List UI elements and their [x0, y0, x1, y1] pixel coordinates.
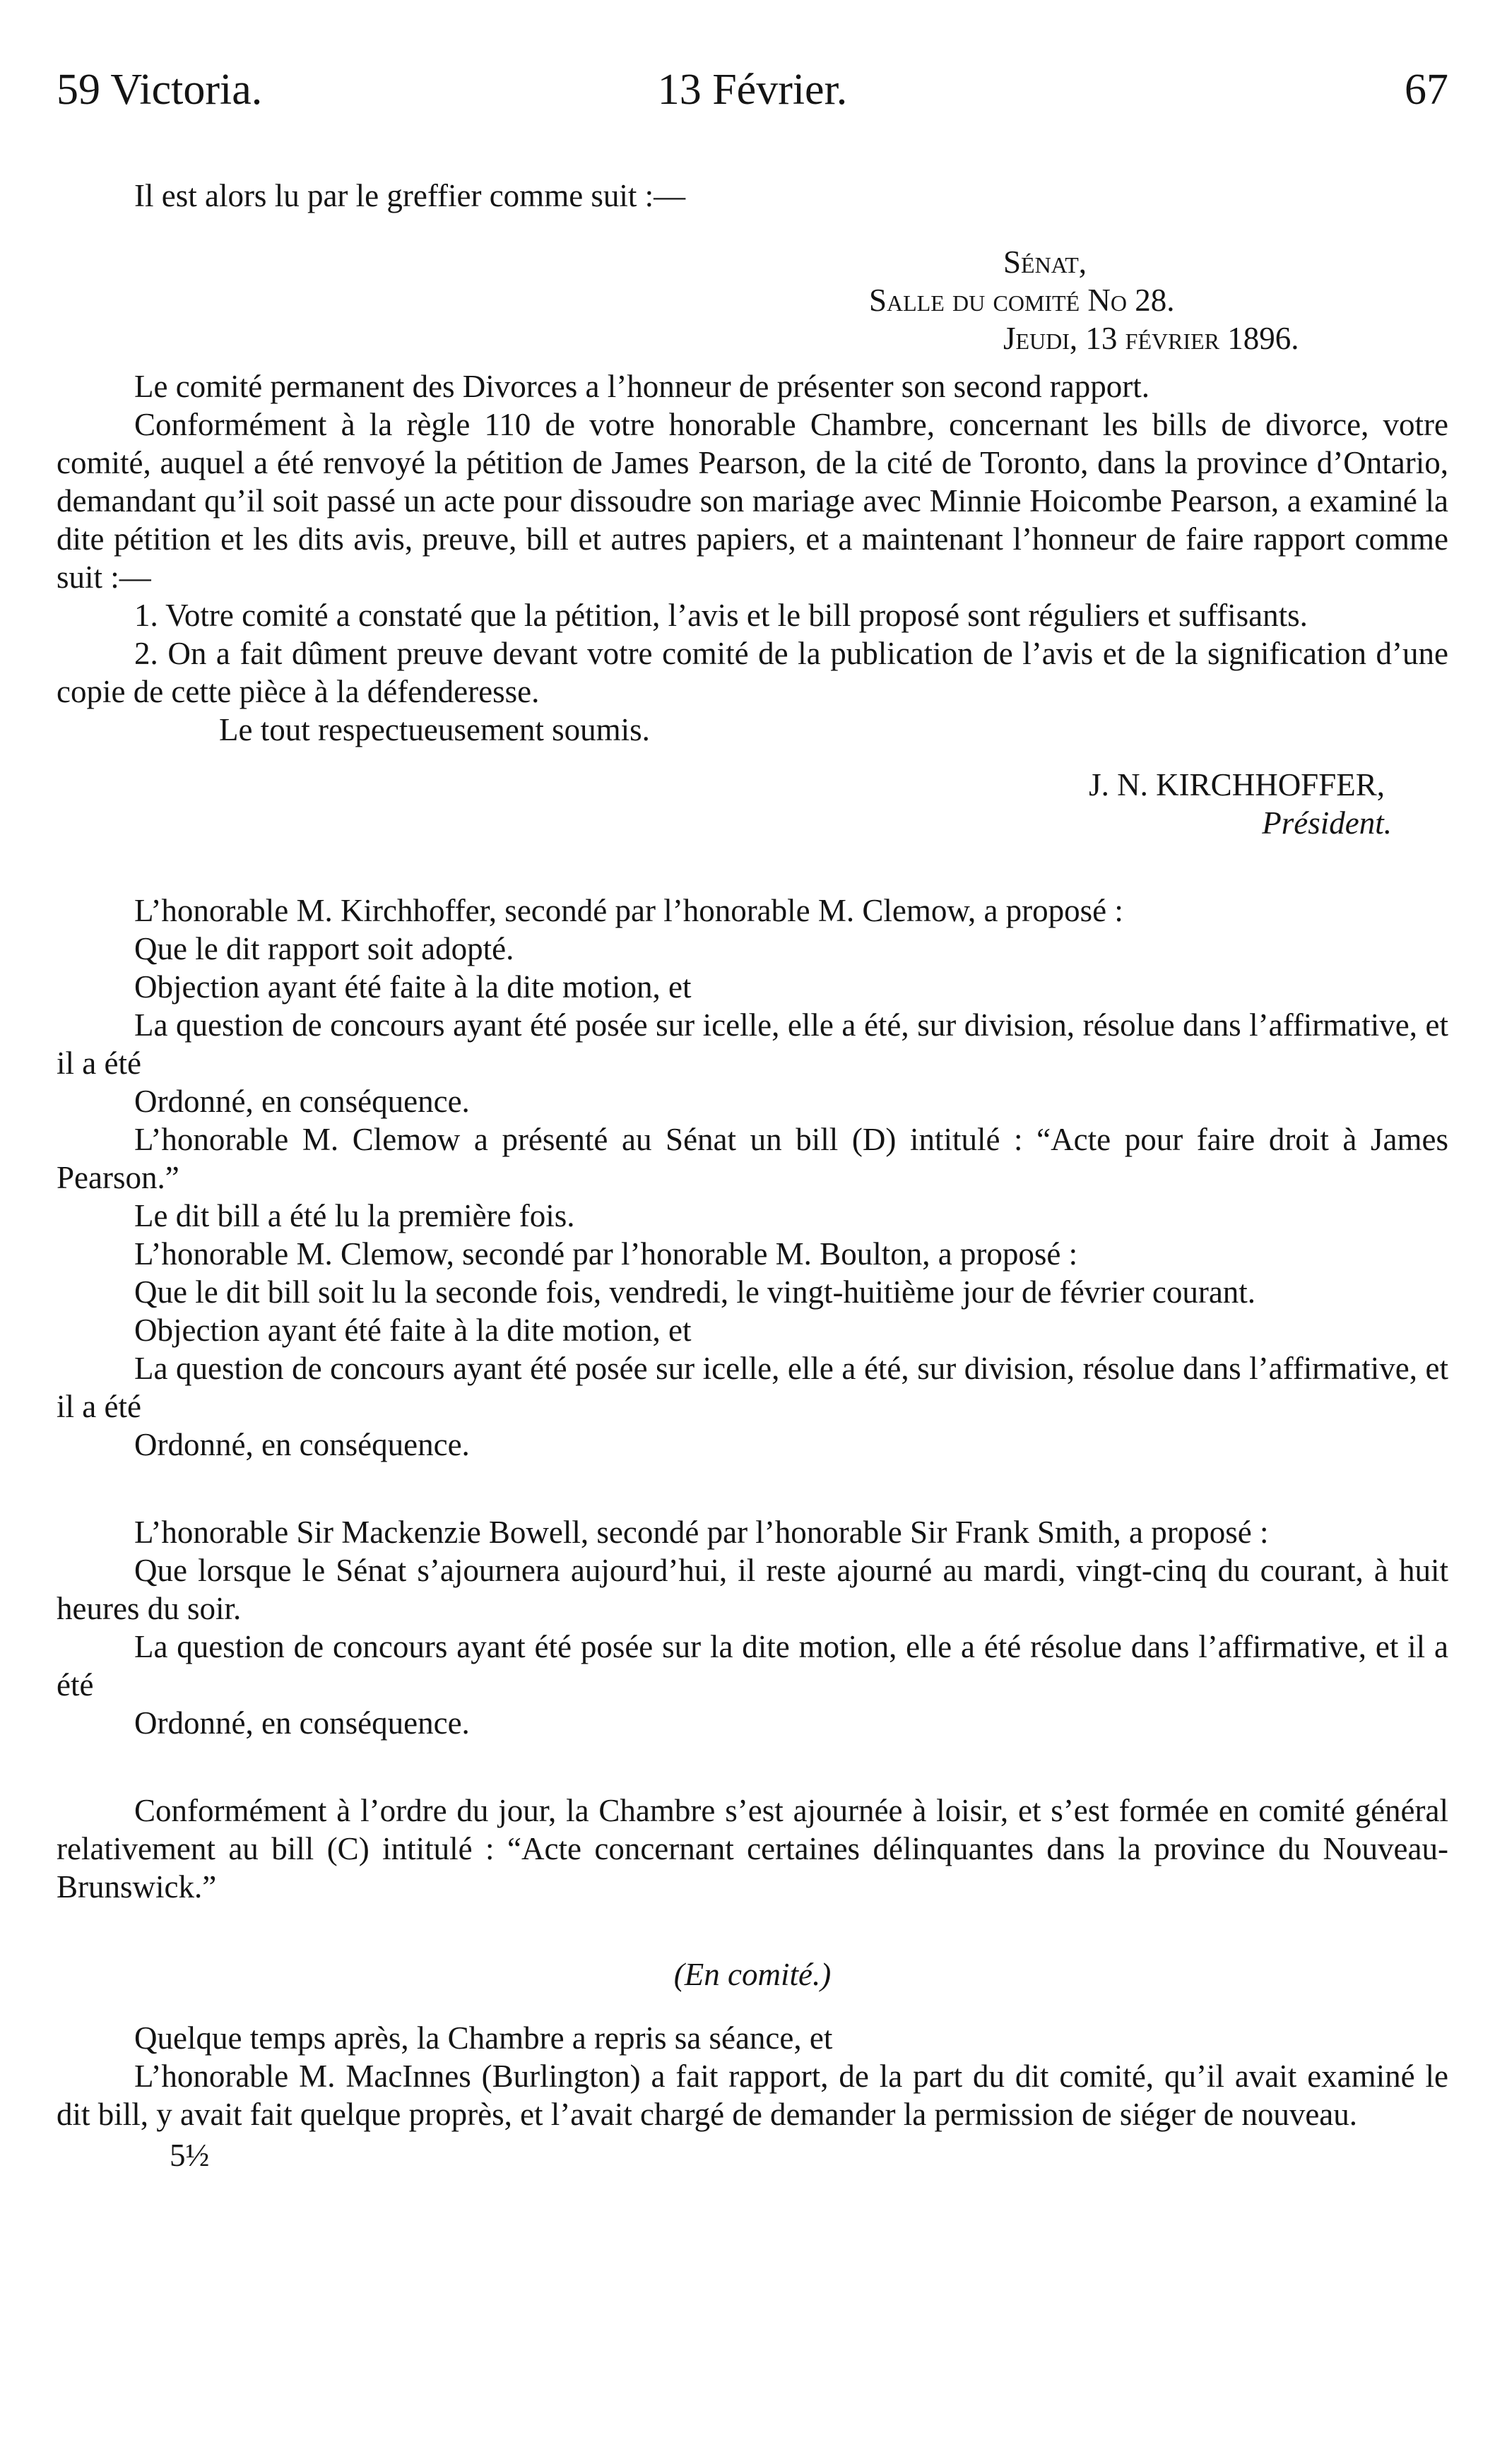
- motion-line: Que le dit bill soit lu la seconde fois, vendredi, le vingt-huitième jour de février courant.: [134, 1274, 1256, 1310]
- header-session: 59 Victoria.: [57, 66, 263, 114]
- motion-line: L’honorable M. Clemow a présenté au Sénat un bill (D) intitulé : “Acte pour faire droit à James Pearson.”: [57, 1122, 1448, 1195]
- motion-line: Ordonné, en conséquence.: [134, 1427, 470, 1462]
- motion-section-adjournment: [57, 1513, 1448, 1742]
- motion-line: Ordonné, en conséquence.: [134, 1705, 470, 1741]
- committee-report: [57, 367, 1448, 842]
- committee-report-back: [57, 2019, 1448, 2133]
- motion-section-divorce: [57, 892, 1448, 1464]
- motion-line: La question de concours ayant été posée sur la dite motion, elle a été résolue dans l’affirmative, et il a été: [57, 1629, 1448, 1702]
- report-paragraph: Conformément à la règle 110 de votre honorable Chambre, concernant les bills de divorce, votre comité, auquel a été renvoyé la pétition de James Pearson, de la cité de Toronto, dans la province d’Ontario, demandant qu’il soit passé un acte pour dissoudre son mariage avec Minnie Hoicombe Pearson, a examiné la dite pétition et les dits avis, preuve, bill et autres papiers, et a maintenant l’honneur de faire rapport comme suit :—: [57, 407, 1448, 595]
- dateline-room: Salle du comité No 28.: [869, 283, 1175, 318]
- motion-line: Ordonné, en conséquence.: [134, 1084, 470, 1119]
- motion-line: La question de concours ayant été posée sur icelle, elle a été, sur division, résolue dans l’affirmative, et il a été: [57, 1007, 1448, 1081]
- page-number: 67: [1405, 66, 1448, 114]
- dateline: [869, 243, 1448, 357]
- page-body: [57, 177, 1448, 2174]
- motion-line: Que le dit rapport soit adopté.: [134, 931, 514, 966]
- report-paragraph: Le comité permanent des Divorces a l’honneur de présenter son second rapport.: [134, 369, 1150, 404]
- motion-line: Que lorsque le Sénat s’ajournera aujourd’hui, il reste ajourné au mardi, vingt-cinq du courant, à huit heures du soir.: [57, 1553, 1448, 1626]
- motion-line: L’honorable Sir Mackenzie Bowell, secondé par l’honorable Sir Frank Smith, a proposé :: [134, 1515, 1269, 1550]
- order-of-day-paragraph: Conformément à l’ordre du jour, la Chambre s’est ajournée à loisir, et s’est formée en comité général relativement au bill (C) intitulé : “Acte concernant certaines délinquantes dans la province du Nouveau-Brunswick.”: [57, 1793, 1448, 1905]
- signature-mark: 5½: [170, 2138, 210, 2173]
- motion-line: L’honorable M. Clemow, secondé par l’honorable M. Boulton, a proposé :: [134, 1236, 1078, 1272]
- report-closing: Le tout respectueusement soumis.: [219, 712, 650, 747]
- motion-line: Objection ayant été faite à la dite motion, et: [134, 1313, 692, 1348]
- motion-line: Objection ayant été faite à la dite motion, et: [134, 969, 692, 1005]
- page-header: [57, 66, 1448, 127]
- motion-line: Quelque temps après, la Chambre a repris sa séance, et: [134, 2020, 833, 2056]
- motion-line: La question de concours ayant été posée sur icelle, elle a été, sur division, résolue dans l’affirmative, et il a été: [57, 1351, 1448, 1424]
- motion-line: Le dit bill a été lu la première fois.: [134, 1198, 575, 1233]
- report-signature-title: Président.: [1262, 805, 1392, 841]
- intro-line: Il est alors lu par le greffier comme suit :—: [134, 178, 686, 213]
- dateline-senate: Sénat,: [1003, 244, 1087, 280]
- report-paragraph: 1. Votre comité a constaté que la pétition, l’avis et le bill proposé sont réguliers et suffisants.: [134, 598, 1308, 633]
- dateline-date: Jeudi, 13 février 1896.: [1003, 321, 1299, 356]
- motion-line: L’honorable M. Kirchhoffer, secondé par l’honorable M. Clemow, a proposé :: [134, 893, 1123, 928]
- motion-line: L’honorable M. MacInnes (Burlington) a fait rapport, de la part du dit comité, qu’il avait examiné le dit bill, y avait fait quelque proprès, et l’avait chargé de demander la permission de siéger de nouveau.: [57, 2059, 1448, 2132]
- in-committee-heading: (En comité.): [673, 1957, 832, 1992]
- report-signature: J. N. KIRCHHOFFER,: [1089, 767, 1385, 802]
- report-paragraph: 2. On a fait dûment preuve devant votre comité de la publication de l’avis et de la signification d’une copie de cette pièce à la défenderesse.: [57, 636, 1448, 709]
- header-date: 13 Février.: [657, 66, 848, 114]
